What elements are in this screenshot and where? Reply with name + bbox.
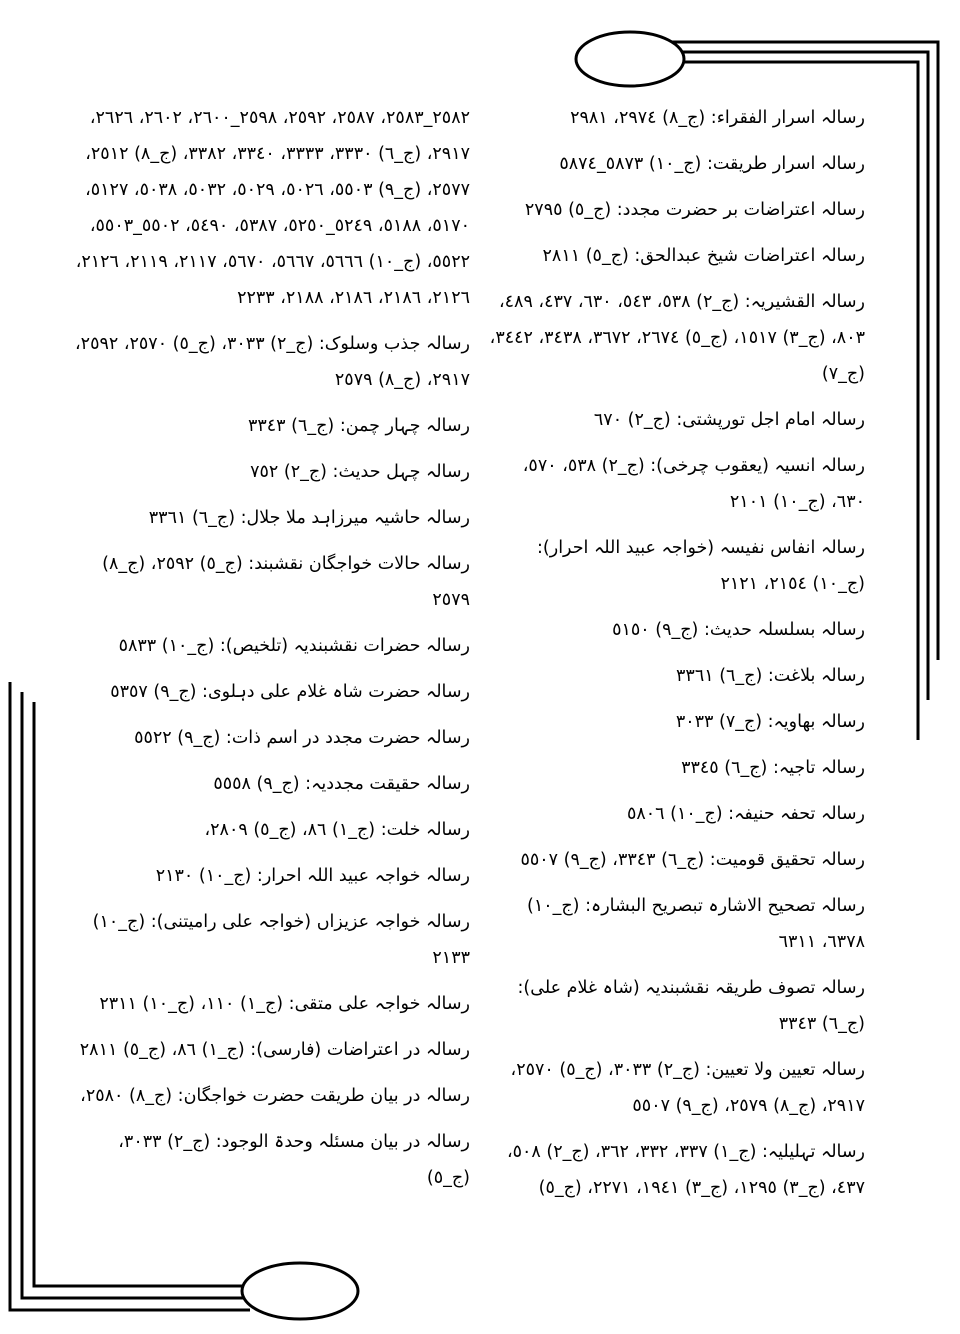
- index-entry: رسالہ چہار چمن: (ج_٦) ٣٣٤٣: [247, 416, 470, 436]
- index-entry: رسالہ حاشیہ میرزاہد ملا جلال: (ج_٦) ٣٣٦١: [148, 508, 470, 528]
- index-entry: رسالہ در بیان مسئلہ وحدۃ الوجود: (ج_٢) ٣٠٣٣، (ج_٥): [118, 1132, 470, 1188]
- index-entry: رسالہ خلت: (ج_١) ٨٦، (ج_٥) ٢٨٠٩،: [204, 820, 470, 840]
- index-entry: رسالہ خواجہ عزیزاں (خواجہ علی رامیتنی): (ج_١٠) ٢١٣٣: [92, 912, 470, 968]
- index-entry: رسالہ بلاغت: (ج_٦) ٣٣٦١: [676, 666, 865, 686]
- index-entry: رسالہ امام اجل تورپشتی: (ج_٢) ٦٧٠: [593, 410, 865, 430]
- index-entry: رسالہ حضرات نقشبندیہ (تلخیص): (ج_١٠) ٥٨٣٣: [118, 636, 470, 656]
- index-entry: رسالہ القشیریہ: (ج_٢) ٥٣٨، ٥٤٣، ٦٣٠، ٤٣٧، ٤٨٩، ٨٠٣، (ج_٣) ١٥١٧، (ج_٥) ٢٦٧٤، ٣٦٧٢، ٣٤٣٨، ٣٤٤٢، (ج_٧): [489, 292, 865, 384]
- index-entry: رسالہ خواجہ علی متقی: (ج_١) ١١٠، (ج_١٠) ٢٣١١: [99, 994, 470, 1014]
- index-entry: رسالہ اسرار طریقت: (ج_١٠) ٥٨٧٣_٥٨٧٤: [559, 154, 865, 174]
- index-entry: رسالہ تصوف طریقہ نقشبندیہ (شاہ غلام علی): (ج_٦) ٣٣٤٣: [517, 978, 865, 1034]
- index-entry: رسالہ جذب وسلوک: (ج_٢) ٣٠٣٣، (ج_٥) ٢٥٧٠، ٢٥٩٢، ٢٩١٧، (ج_٨) ٢٥٧٩: [75, 334, 470, 390]
- bottom-ornament-oval: [242, 1263, 358, 1319]
- top-ornament-oval: [576, 32, 684, 86]
- index-entry: رسالہ تعیین ولا تعیین: (ج_٢) ٣٠٣٣، (ج_٥) ٢٥٧٠، ٢٩١٧، (ج_٨) ٢٥٧٩، (ج_٩) ٥٥٠٧: [510, 1060, 865, 1116]
- index-entry: رسالہ در بیان طریقت حضرت خواجگان: (ج_٨) ٢٥٨٠،: [80, 1086, 470, 1106]
- index-entry: رسالہ اسرار الفقراء: (ج_٨) ٢٩٧٤، ٢٩٨١: [570, 108, 865, 128]
- index-entry-continued: ٢٥٨٢_٢٥٨٣، ٢٥٨٧، ٢٥٩٢، ٢٥٩٨_٢٦٠٠، ٢٦٠٢، ٢٦٢٦، ٢٩١٧، (ج_٦) ٣٣٣٠، ٣٣٣٣، ٣٣٤٠، ٣٣٨٢، (ج_٨) ٢٥١٢، ٢٥٧٧، (ج_٩) ٥٥٠٣، ٥٠٢٦، ٥٠٢٩، ٥٠٣٢، ٥٠٣٨، ٥١٢٧، ٥١٧٠، ٥١٨٨، ٥٢٤٩_٥٢٥٠، ٥٣٨٧، ٥٤٩٠، ٥٥٠٢_٥٥٠٣، ٥٥٢٢، (ج_١٠) ٥٦٦٦، ٥٦٦٧، ٥٦٧٠، ٢١١٧، ٢١١٩، ٢١٢٦، ٢١٢٦، ٢١٨٦، ٢١٨٦، ٢١٨٨، ٢٢٣٣: [75, 108, 470, 308]
- index-entry: رسالہ اعتراضات شیخ عبدالحق: (ج_٥) ٢٨١١: [542, 246, 865, 266]
- right-column: [485, 100, 865, 1216]
- index-entry: رسالہ حضرت مجدد در اسم ذات: (ج_٩) ٥٥٢٢: [134, 728, 470, 748]
- index-entry: رسالہ حضرت شاہ غلام علی دہلوی: (ج_٩) ٥٣٥٧: [110, 682, 470, 702]
- index-entry: رسالہ در اعتراضات (فارسی): (ج_١) ٨٦، (ج_٥) ٢٨١١: [79, 1040, 470, 1060]
- index-entry: رسالہ تحقیق قومیت: (ج_٦) ٣٣٤٣، (ج_٩) ٥٥٠٧: [520, 850, 865, 870]
- left-column: [75, 100, 470, 1206]
- index-entry: رسالہ تاجیہ: (ج_٦) ٣٣٤٥: [681, 758, 865, 778]
- index-entry: رسالہ بھاویہ: (ج_٧) ٣٠٣٣: [675, 712, 865, 732]
- index-entry: رسالہ حقیقت مجددیہ: (ج_٩) ٥٥٥٨: [213, 774, 470, 794]
- index-entry: رسالہ تصحیح الاشارہ تبصریح البشارہ: (ج_١٠) ٦٣٧٨، ٦٣١١: [527, 896, 865, 952]
- index-entry: رسالہ اعتراضات بر حضرت مجدد: (ج_٥) ٢٧٩٥: [524, 200, 865, 220]
- index-entry: رسالہ انفاس نفیسہ (خواجہ عبید اللہ احرار): (ج_١٠) ٢١٥٤، ٢١٢١: [537, 538, 865, 594]
- index-entry: رسالہ بسلسلہ حدیث: (ج_٩) ٥١٥٠: [612, 620, 865, 640]
- index-entry: رسالہ انسیہ (یعقوب چرخی): (ج_٢) ٥٣٨، ٥٧٠، ٦٣٠، (ج_١٠) ٢١٠١: [522, 456, 865, 512]
- index-entry: رسالہ تہلیلیہ: (ج_١) ٣٣٧، ٣٣٢، ٣٦٢، (ج_٢) ٥٠٨، ٤٣٧، (ج_٣) ١٢٩٥، (ج_٣) ١٩٤١، ٢٢٧١، (ج_٥): [506, 1142, 865, 1198]
- index-entry: رسالہ حالات خواجگان نقشبند: (ج_٥) ٢٥٩٢، (ج_٨) ٢٥٧٩: [102, 554, 470, 610]
- index-entry: رسالہ خواجہ عبید اللہ احرار: (ج_١٠) ٢١٣٠: [155, 866, 470, 886]
- index-entry: رسالہ تحفہ حنیفہ: (ج_١٠) ٥٨٠٦: [626, 804, 865, 824]
- index-entry: رسالہ چہل حدیث: (ج_٢) ٧٥٢: [250, 462, 470, 482]
